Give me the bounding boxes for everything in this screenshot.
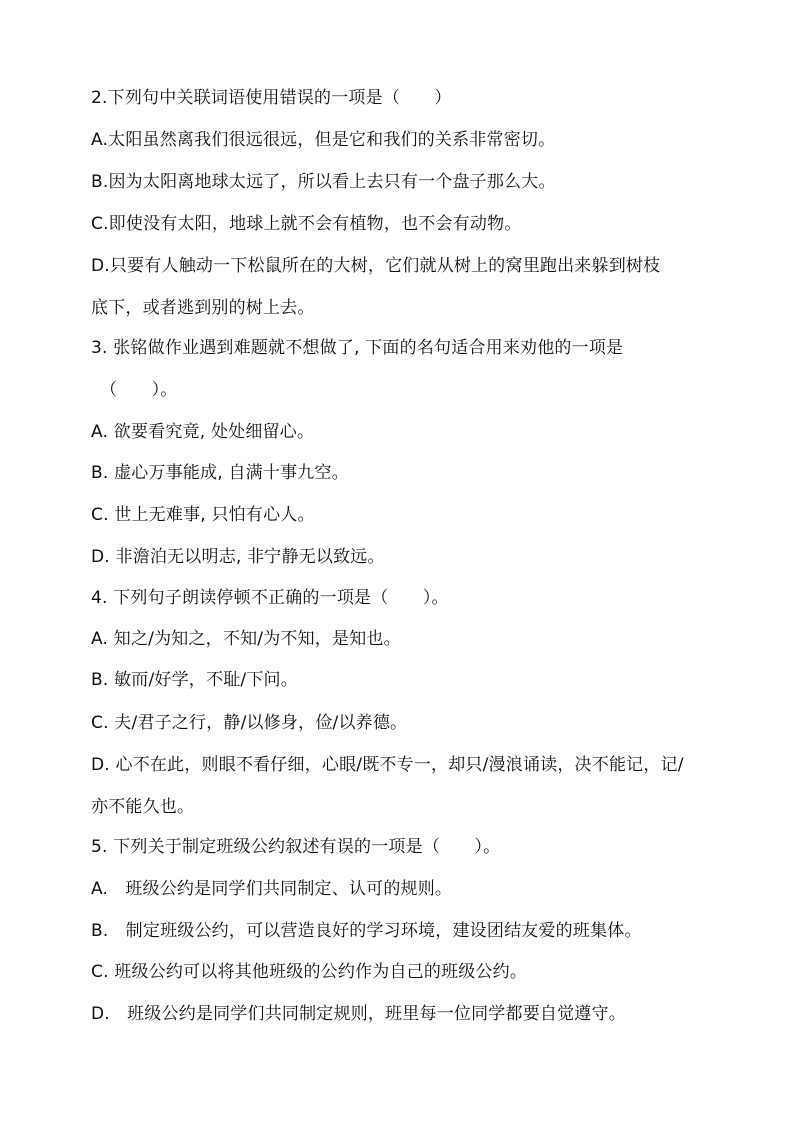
question-2-option-c: C.即使没有太阳，地球上就不会有植物，也不会有动物。: [91, 214, 522, 234]
question-3-stem-continuation: （ ）。: [100, 380, 178, 400]
question-2-option-b: B.因为太阳离地球太远了，所以看上去只有一个盘子那么大。: [91, 172, 556, 192]
question-4-option-c: C. 夫/君子之行，静/以修身，俭/以养德。: [91, 713, 408, 733]
question-4-option-b: B. 敏而/好学，不耻/下问。: [91, 670, 298, 690]
question-2-option-a: A.太阳虽然离我们很远很远，但是它和我们的关系非常密切。: [91, 130, 556, 150]
question-3-option-b: B. 虚心万事能成, 自满十事九空。: [91, 463, 349, 483]
question-4-option-a: A. 知之/为知之，不知/为不知，是知也。: [91, 629, 401, 649]
question-5-option-c: C. 班级公约可以将其他班级的公约作为自己的班级公约。: [91, 962, 528, 982]
question-3-option-d: D. 非澹泊无以明志, 非宁静无以致远。: [91, 547, 385, 567]
question-4-stem: 4. 下列句子朗读停顿不正确的一项是（ ）。: [91, 588, 449, 608]
question-5-option-b: B. 制定班级公约，可以营造良好的学习环境，建设团结友爱的班集体。: [91, 921, 642, 941]
question-5-option-d: D. 班级公约是同学们共同制定规则，班里每一位同学都要自觉遵守。: [91, 1004, 626, 1024]
question-2-option-d: D.只要有人触动一下松鼠所在的大树，它们就从树上的窝里跑出来躲到树枝: [91, 256, 661, 276]
question-4-option-d-continuation: 亦不能久也。: [91, 797, 195, 817]
question-5-stem: 5. 下列关于制定班级公约叙述有误的一项是（ ）。: [91, 837, 501, 857]
question-2-stem: 2.下列句中关联词语使用错误的一项是（ ）: [91, 88, 452, 108]
question-3-option-a: A. 欲要看究竟, 处处细留心。: [91, 422, 315, 442]
question-3-stem: 3. 张铭做作业遇到难题就不想做了, 下面的名句适合用来劝他的一项是: [91, 338, 624, 358]
question-3-option-c: C. 世上无难事, 只怕有心人。: [91, 505, 315, 525]
question-2-option-d-continuation: 底下，或者逃到别的树上去。: [91, 298, 315, 318]
question-5-option-a: A. 班级公约是同学们共同制定、认可的规则。: [91, 879, 453, 899]
question-4-option-d: D. 心不在此，则眼不看仔细，心眼/既不专一，却只/漫浪诵读，决不能记，记/: [91, 755, 684, 775]
